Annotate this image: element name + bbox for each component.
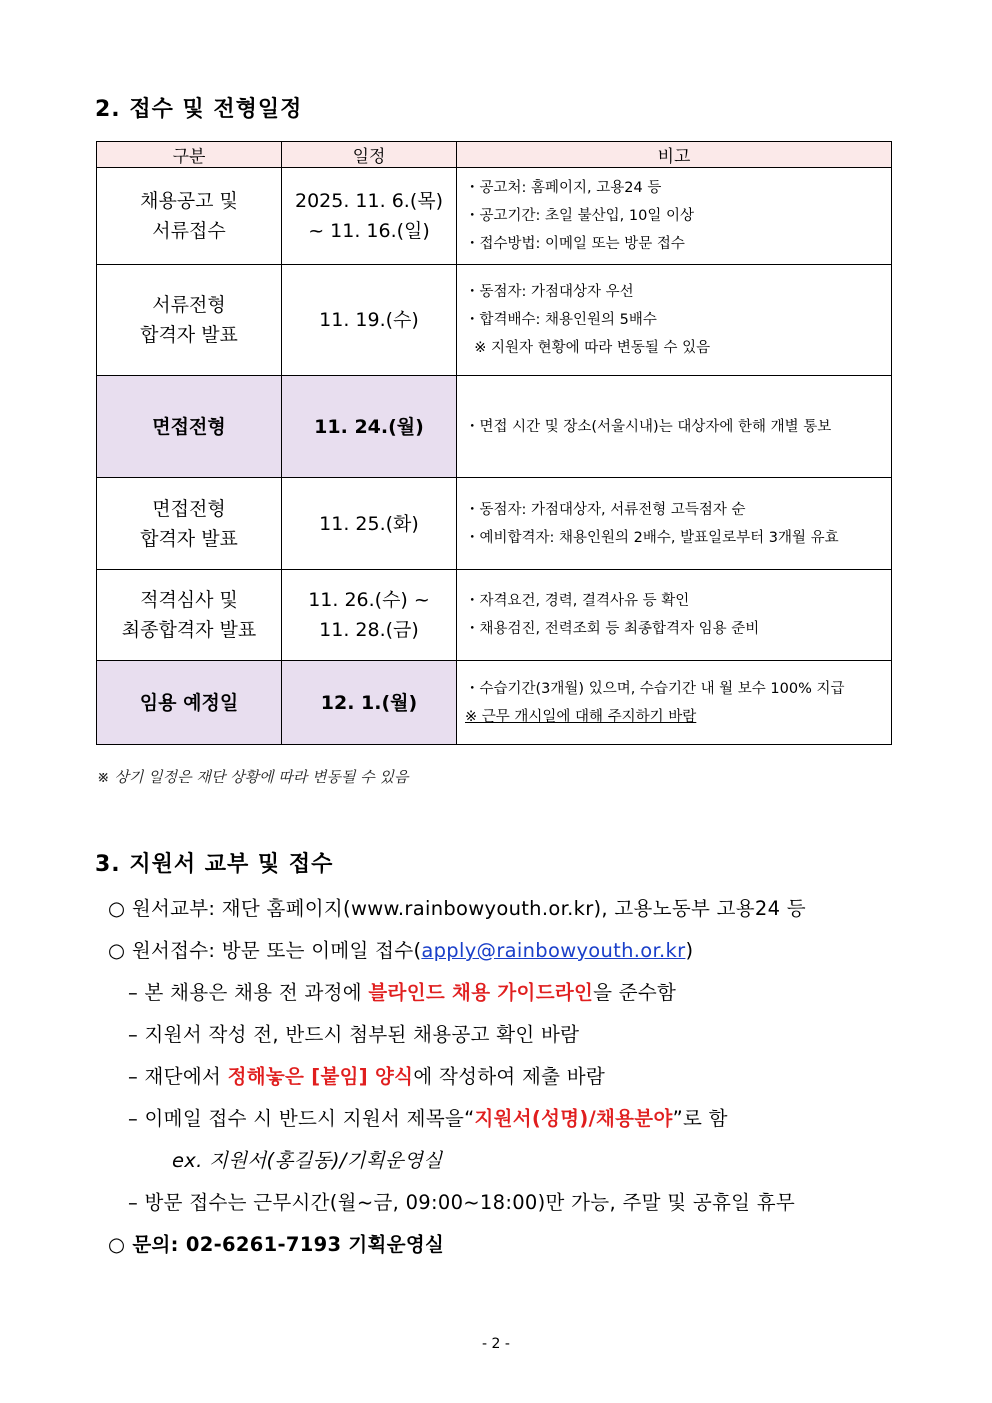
date-cell: 12. 1.(월) [282,661,457,745]
date-cell: 11. 25.(화) [282,478,457,570]
stage-cell: 면접전형 [97,376,282,478]
notes-cell: ・자격요건, 경력, 결격사유 등 확인 ・채용검진, 전력조회 등 최종합격자 임용 준비 [457,570,892,661]
notes-cell: ・동점자: 가점대상자, 서류전형 고득점자 순 ・예비합격자: 채용인원의 2배수, 발표일로부터 3개월 유효 [457,478,892,570]
section-2-title: 2. 접수 및 전형일정 [95,97,303,122]
line-blind-hiring: – 본 채용은 채용 전 과정에 블라인드 채용 가이드라인을 준수함 [128,981,677,1004]
schedule-table [96,141,892,745]
email-link[interactable]: apply@rainbowyouth.or.kr [421,939,686,962]
date-cell: 2025. 11. 6.(목) ~ 11. 16.(일) [282,168,457,265]
header-notes: 비고 [457,142,892,168]
line-check-notice: – 지원서 작성 전, 반드시 첨부된 채용공고 확인 바람 [128,1023,580,1046]
line-email-subject: – 이메일 접수 시 반드시 지원서 제목을“지원서(성명)/채용분야”로 함 [128,1107,728,1130]
table-row [97,661,892,745]
notice-underlined: ※ 근무 개시일에 대해 주지하기 바람 [465,708,697,725]
notes-cell: ・공고처: 홈페이지, 고용24 등 ・공고기간: 초일 불산입, 10일 이상 ・접수방법: 이메일 또는 방문 접수 [457,168,892,265]
line-application-distribution: ○ 원서교부: 재단 홈페이지(www.rainbowyouth.or.kr), 고용노동부 고용24 등 [108,897,806,920]
stage-cell: 임용 예정일 [97,661,282,745]
header-date: 일정 [282,142,457,168]
table-row [97,478,892,570]
stage-cell: 면접전형 합격자 발표 [97,478,282,570]
stage-cell: 적격심사 및 최종합격자 발표 [97,570,282,661]
line-application-receipt: ○ 원서접수: 방문 또는 이메일 접수(apply@rainbowyouth.or.kr) [108,939,694,962]
table-row [97,376,892,478]
notes-cell: ・동점자: 가점대상자 우선 ・합격배수: 채용인원의 5배수 ※ 지원자 현황에 따라 변동될 수 있음 [457,265,892,376]
section-3-title: 3. 지원서 교부 및 접수 [95,852,334,877]
table-row [97,168,892,265]
table-header-row [97,142,892,168]
date-cell: 11. 19.(수) [282,265,457,376]
line-visit-hours: – 방문 접수는 근무시간(월~금, 09:00~18:00)만 가능, 주말 및 공휴일 휴무 [128,1191,796,1214]
line-example: ex. 지원서(홍길동)/기획운영실 [172,1149,443,1172]
page-number: - 2 - [482,1336,510,1352]
date-cell: 11. 26.(수) ~ 11. 28.(금) [282,570,457,661]
table-row [97,570,892,661]
notes-cell: ・수습기간(3개월) 있으며, 수습기간 내 월 보수 100% 지급 ※ 근무 개시일에 대해 주지하기 바람 [457,661,892,745]
notes-cell: ・면접 시간 및 장소(서울시내)는 대상자에 한해 개별 통보 [457,376,892,478]
line-contact: ○ 문의: 02-6261-7193 기획운영실 [108,1233,445,1256]
line-form-required: – 재단에서 정해놓은 [붙임] 양식에 작성하여 제출 바람 [128,1065,606,1088]
schedule-footnote: ※ 상기 일정은 재단 상황에 따라 변동될 수 있음 [97,768,409,786]
table-row [97,265,892,376]
date-cell: 11. 24.(월) [282,376,457,478]
stage-cell: 채용공고 및 서류접수 [97,168,282,265]
header-stage: 구분 [97,142,282,168]
stage-cell: 서류전형 합격자 발표 [97,265,282,376]
